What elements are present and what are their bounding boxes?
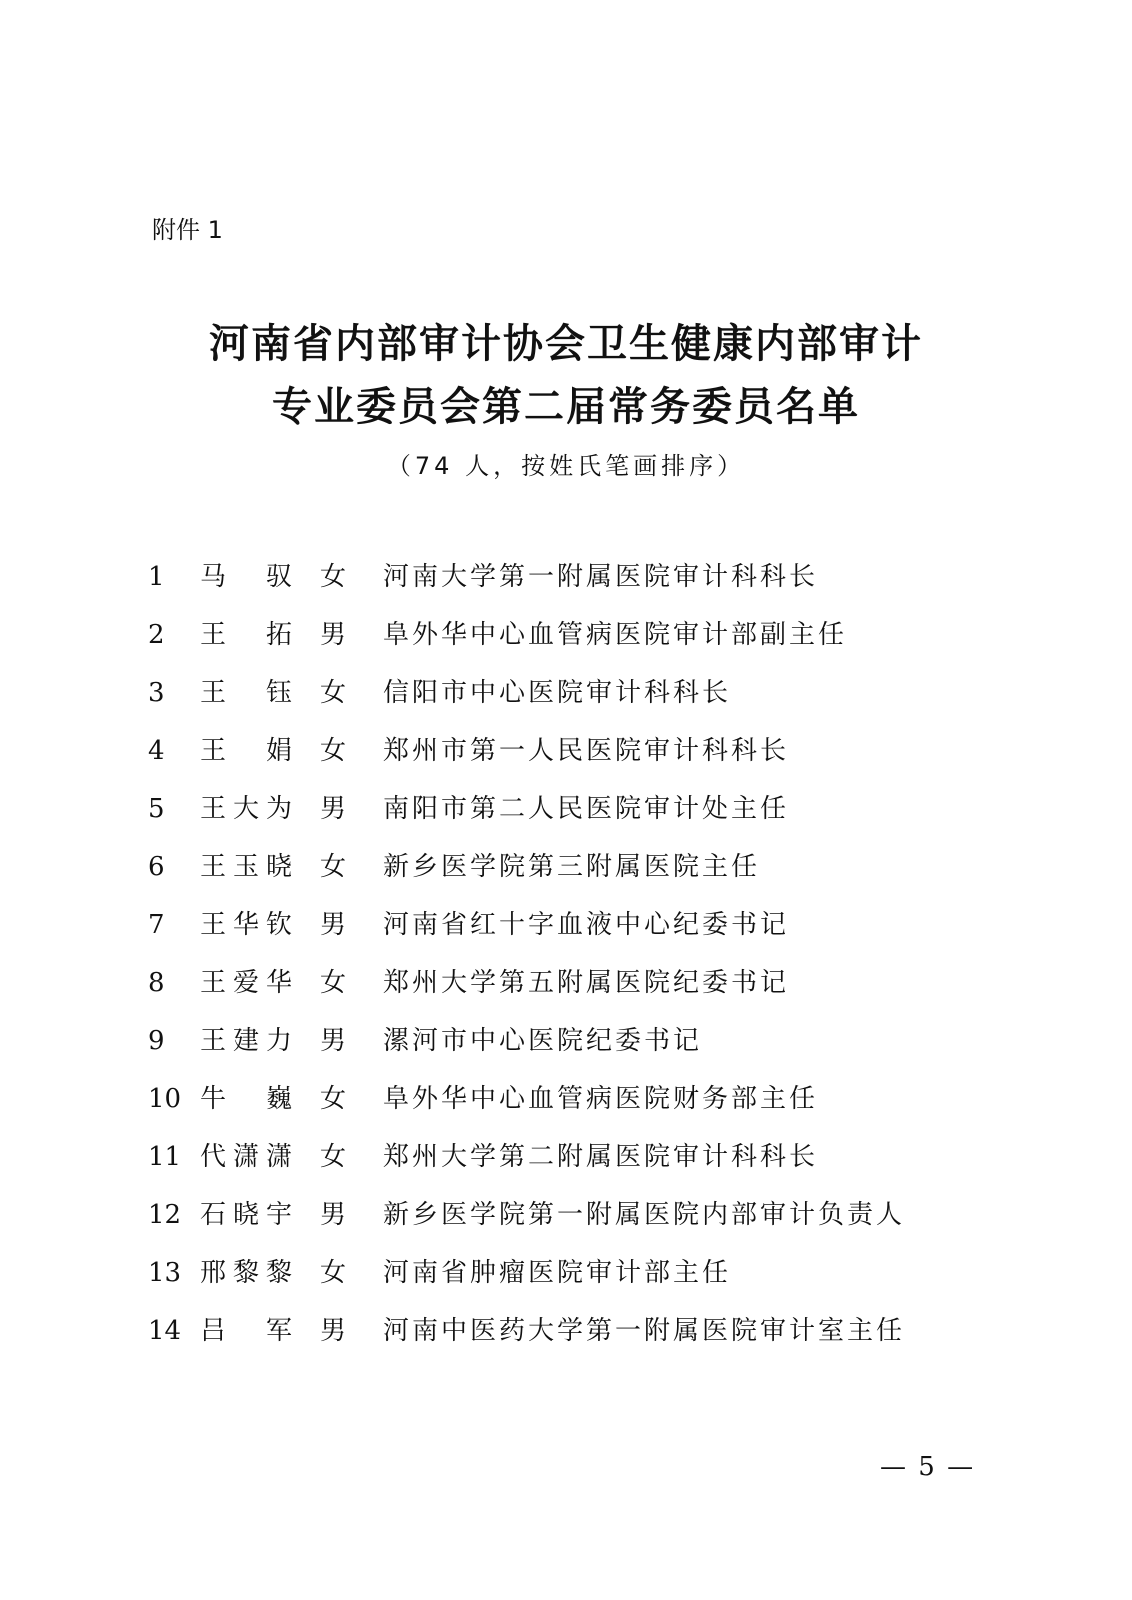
member-name-char: 牛 [200,1084,227,1114]
member-number: 8 [148,968,165,998]
member-number: 4 [148,736,165,766]
member-name-char: 王 [200,736,227,766]
member-gender: 男 [320,1200,347,1230]
member-organization: 新乡医学院第一附属医院内部审计负责人 [383,1200,906,1230]
member-name [200,729,292,773]
member-name-char: 晓 [265,852,292,882]
member-row [0,1309,1132,1367]
member-name-char: 华 [265,968,292,998]
member-name-char: 驭 [265,562,292,592]
member-name-char: 宇 [265,1200,292,1230]
member-name [200,671,292,715]
member-organization: 河南大学第一附属医院审计科科长 [383,562,819,592]
member-name [200,903,292,947]
member-name-char: 娟 [265,736,292,766]
member-gender: 女 [320,678,347,708]
member-name [200,845,292,889]
member-name-char: 王 [200,910,227,940]
member-name-char: 马 [200,562,227,592]
member-name [200,1193,292,1237]
member-organization: 郑州市第一人民医院审计科科长 [383,736,790,766]
attachment-label: 附件 1 [152,216,223,244]
member-name-char: 王 [200,794,227,824]
member-name [200,1251,292,1295]
member-gender: 女 [320,968,347,998]
member-name-char: 吕 [200,1316,227,1346]
member-name-char: 玉 [232,852,259,882]
member-organization: 河南省红十字血液中心纪委书记 [383,910,790,940]
member-gender: 男 [320,910,347,940]
member-row [0,671,1132,729]
member-name [200,787,292,831]
member-name-char: 邢 [200,1258,227,1288]
member-name-char: 王 [200,852,227,882]
member-number: 11 [148,1142,182,1172]
member-name-char: 晓 [232,1200,259,1230]
member-organization: 阜外华中心血管病医院审计部副主任 [383,620,848,650]
member-gender: 男 [320,1316,347,1346]
member-number: 9 [148,1026,165,1056]
member-row [0,1251,1132,1309]
member-name-char: 力 [265,1026,292,1056]
member-name-char: 石 [200,1200,227,1230]
member-number: 14 [148,1316,182,1346]
member-name-char: 王 [200,1026,227,1056]
member-name-char: 王 [200,678,227,708]
member-name-char: 黎 [232,1258,259,1288]
member-row [0,1019,1132,1077]
member-name-char: 代 [200,1142,227,1172]
member-row [0,555,1132,613]
member-name-char: 华 [232,910,259,940]
member-gender: 女 [320,736,347,766]
member-organization: 阜外华中心血管病医院财务部主任 [383,1084,819,1114]
member-name-char: 钰 [265,678,292,708]
member-gender: 男 [320,794,347,824]
member-number: 10 [148,1084,182,1114]
member-name-char: 大 [232,794,259,824]
member-organization: 郑州大学第二附属医院审计科科长 [383,1142,819,1172]
member-name [200,961,292,1005]
member-organization: 南阳市第二人民医院审计处主任 [383,794,790,824]
member-name-char: 黎 [265,1258,292,1288]
member-name-char: 建 [232,1026,259,1056]
member-number: 12 [148,1200,182,1230]
member-row [0,613,1132,671]
member-organization: 河南中医药大学第一附属医院审计室主任 [383,1316,906,1346]
member-number: 1 [148,562,165,592]
member-row [0,787,1132,845]
member-name [200,555,292,599]
member-gender: 女 [320,562,347,592]
member-number: 5 [148,794,165,824]
member-gender: 女 [320,852,347,882]
member-row [0,961,1132,1019]
member-name-char: 王 [200,968,227,998]
member-name [200,1135,292,1179]
member-name-char: 为 [265,794,292,824]
member-row [0,903,1132,961]
member-name-char: 爱 [232,968,259,998]
member-name [200,613,292,657]
member-organization: 郑州大学第五附属医院纪委书记 [383,968,790,998]
member-name [200,1309,292,1353]
member-row [0,1193,1132,1251]
member-organization: 新乡医学院第三附属医院主任 [383,852,761,882]
member-gender: 女 [320,1084,347,1114]
member-name-char: 王 [200,620,227,650]
member-row [0,845,1132,903]
member-name-char: 军 [265,1316,292,1346]
member-row [0,1077,1132,1135]
member-number: 7 [148,910,165,940]
member-name-char: 潇 [232,1142,259,1172]
member-organization: 河南省肿瘤医院审计部主任 [383,1258,732,1288]
member-gender: 男 [320,620,347,650]
member-gender: 男 [320,1026,347,1056]
member-name-char: 巍 [265,1084,292,1114]
document-subtitle: （74 人，按姓氏笔画排序） [386,452,746,480]
document-title-line-1: 河南省内部审计协会卫生健康内部审计 [209,320,923,367]
member-gender: 女 [320,1142,347,1172]
member-name-char: 潇 [265,1142,292,1172]
member-number: 13 [148,1258,182,1288]
member-name [200,1019,292,1063]
member-number: 3 [148,678,165,708]
member-row [0,1135,1132,1193]
member-number: 6 [148,852,165,882]
member-name [200,1077,292,1121]
member-name-char: 钦 [265,910,292,940]
member-row [0,729,1132,787]
member-number: 2 [148,620,165,650]
member-gender: 女 [320,1258,347,1288]
member-organization: 信阳市中心医院审计科科长 [383,678,732,708]
page-number: — 5 — [880,1452,976,1482]
member-organization: 漯河市中心医院纪委书记 [383,1026,703,1056]
member-name-char: 拓 [265,620,292,650]
document-title-line-2: 专业委员会第二届常务委员名单 [272,383,860,430]
